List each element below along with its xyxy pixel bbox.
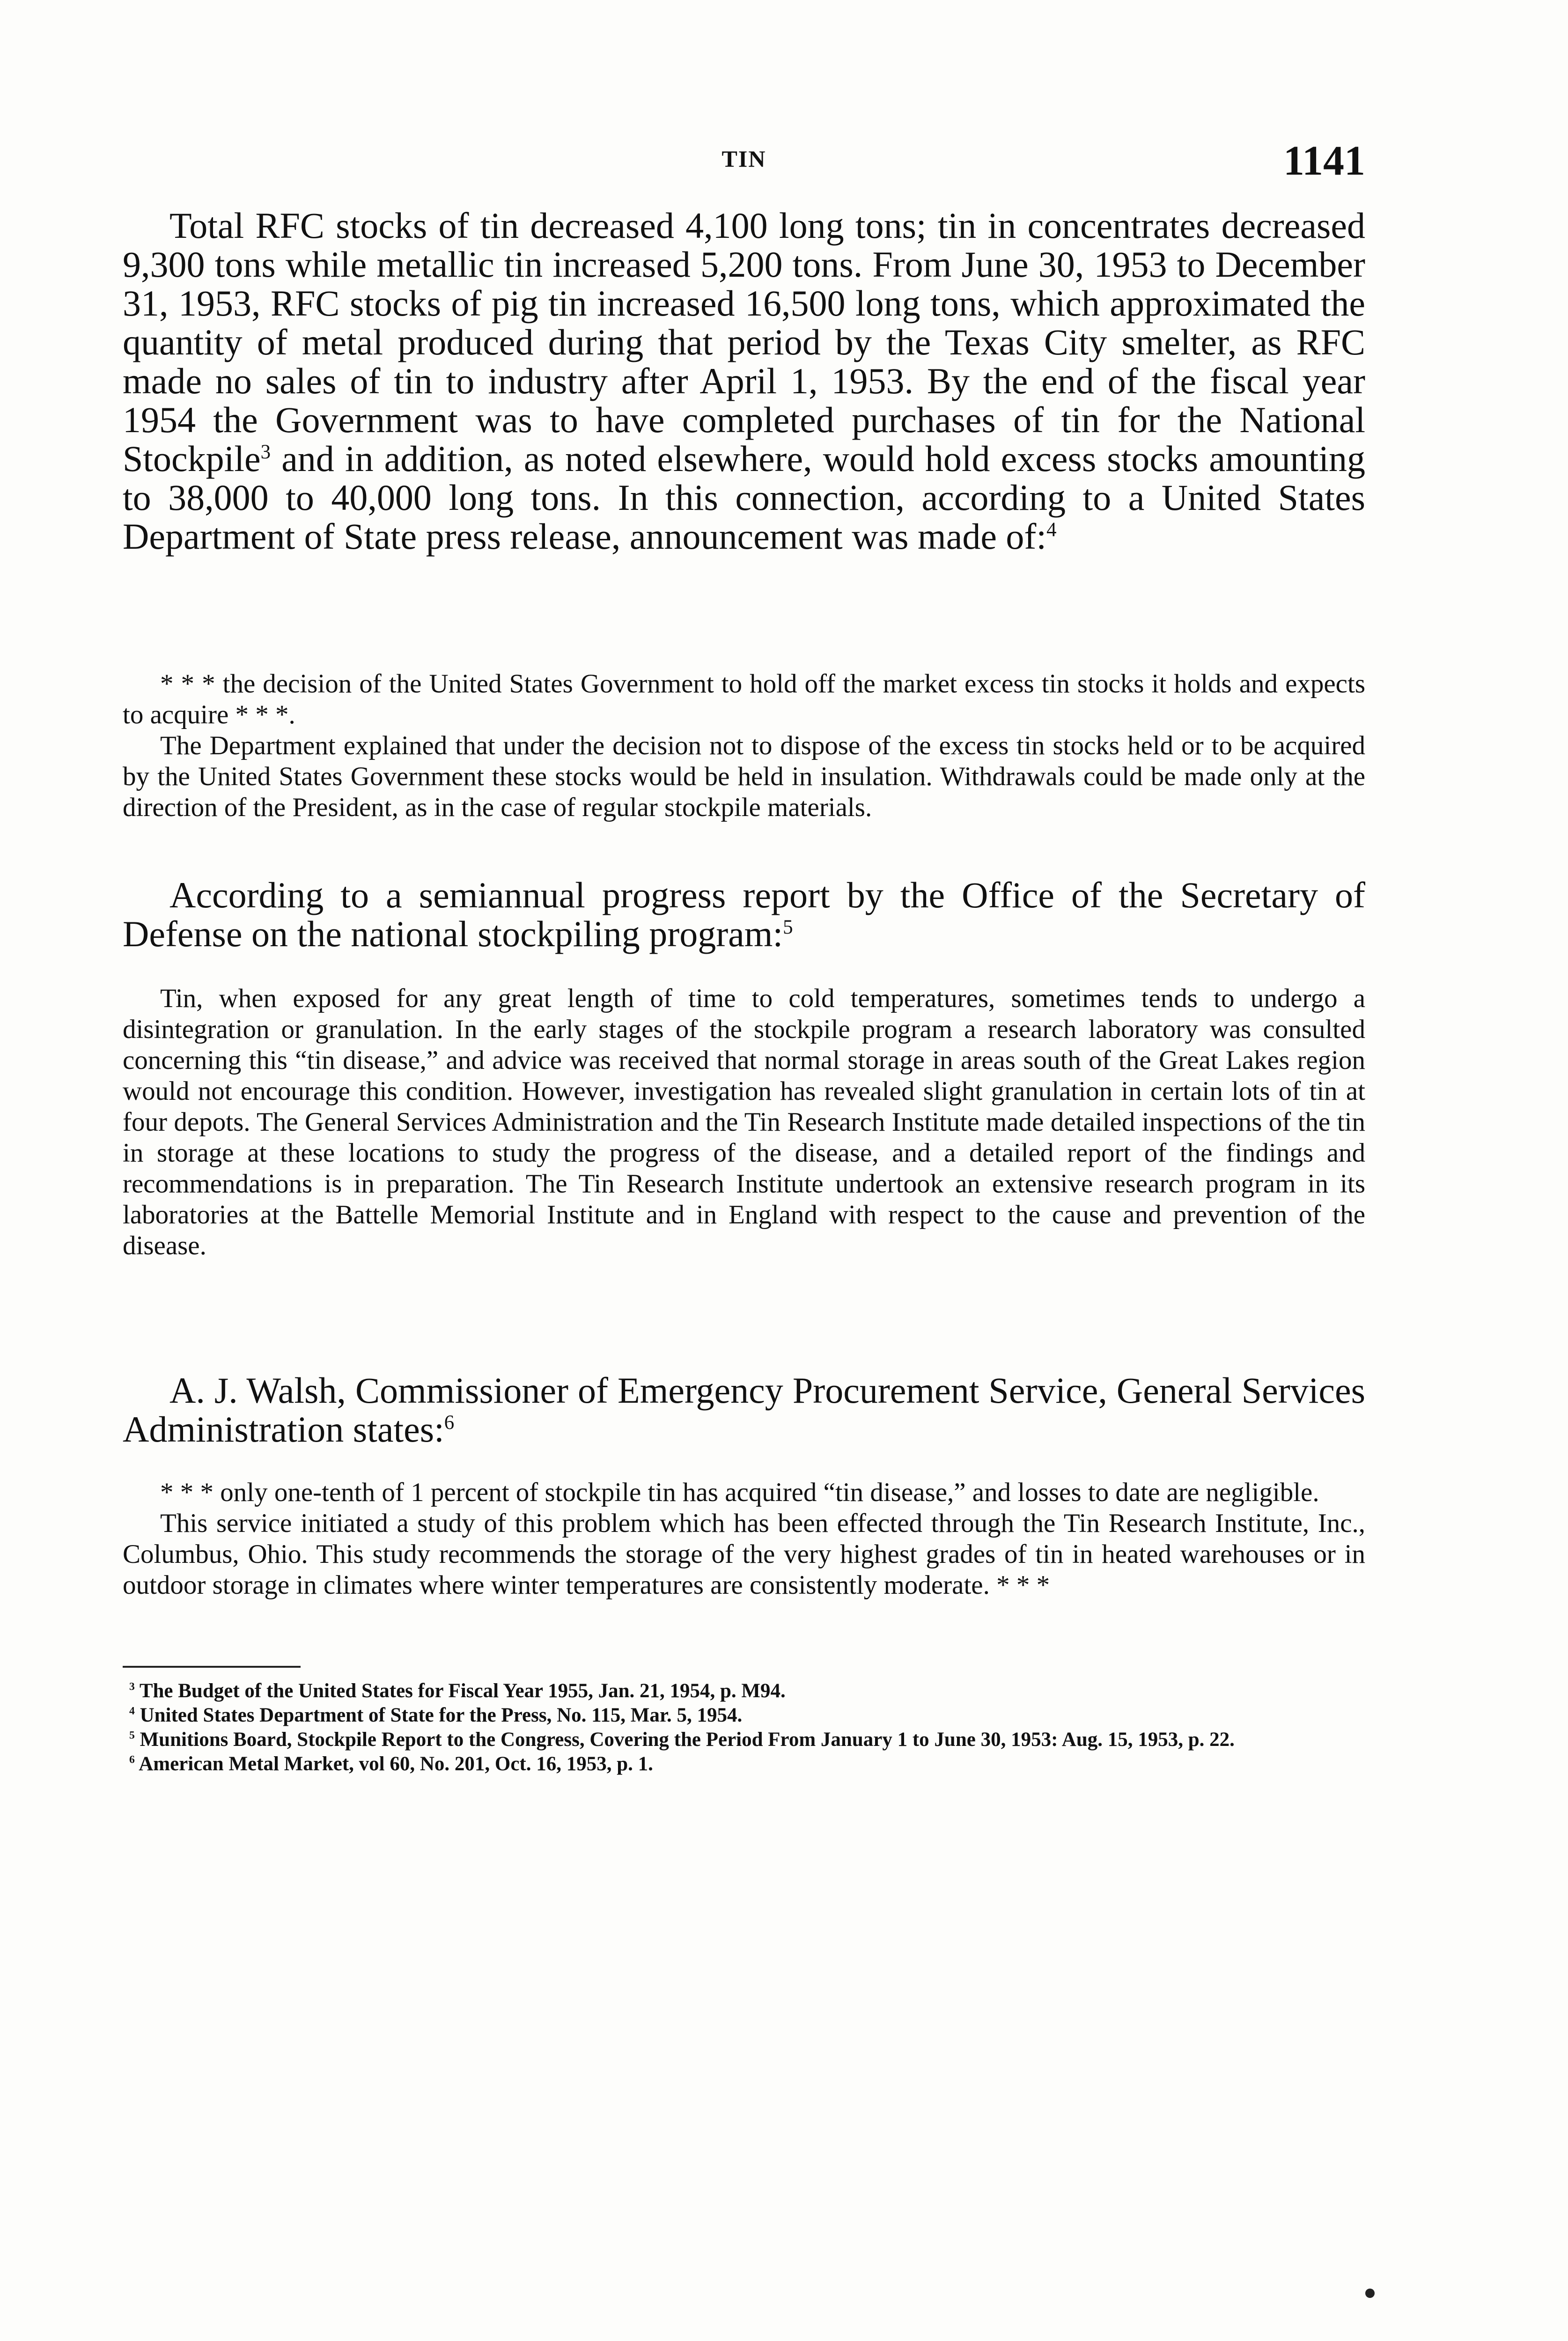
quote-line: * * * the decision of the United States Government to hold off the market excess tin stocks it holds and expects to acquire * * *. [123,669,1365,729]
footnote-divider [123,1666,301,1668]
footnote-6 [123,1752,1365,1776]
footnote-4 [123,1703,1365,1728]
blockquote-gsa [123,1477,1365,1601]
paragraph-text: Total RFC stocks of tin decreased 4,100 long tons; tin in concentrates decreased 9,300 tons while metallic tin increased 5,200 tons. From June 30, 1953 to December 31, 1953, RFC stocks of pig tin increased 16,500 long tons, which approximated the quantity of metal produced during that period by the Texas City smelter, as RFC made no sales of tin to industry after April 1, 1953. By the end of the fiscal year 1954 the Government was to have completed purchases of tin for the National Stockpile [123,205,1365,479]
footnote-ref-5: 5 [783,916,793,938]
page-number: 1141 [1283,138,1365,184]
footnotes [123,1679,1365,1776]
paragraph-semiannual-report [123,876,1365,953]
scan-speck [1365,2289,1375,2298]
footnote-5 [123,1728,1365,1752]
blockquote-tin-disease [123,983,1365,1261]
paragraph-text-cont: and in addition, as noted elsewhere, would hold excess stocks amounting to 38,000 to 40,000 long tons. In this connection, according to a United States Department of State press release, announcement was made of: [123,438,1365,557]
footnote-ref-6: 6 [444,1412,455,1434]
blockquote-state-department [123,669,1365,823]
paragraph-walsh [123,1371,1365,1449]
footnote-mark: 6 [129,1753,135,1766]
footnote-mark: 4 [129,1705,135,1717]
paragraph-text: According to a semiannual progress report by the Office of the Secretary of Defense on the national stockpiling program: [123,875,1365,954]
quote-line: This service initiated a study of this problem which has been effected through the Tin Research Institute, Inc., Columbus, Ohio. This study recommends the storage of the very highest grades of tin in heated warehouses or in outdoor storage in climates where winter temperatures are consistently moderate. * * * [123,1509,1365,1600]
quote-line: * * * only one-tenth of 1 percent of stockpile tin has acquired “tin disease,” and losses to date are negligible. [160,1478,1319,1507]
footnote-3 [123,1679,1365,1703]
paragraph-rfc-stocks [123,206,1365,556]
paragraph-text: A. J. Walsh, Commissioner of Emergency Procurement Service, General Services Administration states: [123,1370,1365,1450]
footnote-mark: 3 [129,1680,135,1693]
footnote-text: United States Department of State for the Press, No. 115, Mar. 5, 1954. [140,1704,743,1726]
quote-line: The Department explained that under the decision not to dispose of the excess tin stocks held or to be acquired by the United States Government these stocks would be held in insulation. Withdrawals could be made only at the direction of the President, as in the case of regular stockpile materials. [123,731,1365,822]
footnote-mark: 5 [129,1729,135,1742]
footnote-ref-4: 4 [1046,519,1057,541]
footnote-ref-3: 3 [260,441,271,463]
running-header [123,137,1365,184]
footnote-text: Munitions Board, Stockpile Report to the Congress, Covering the Period From January 1 to June 30, 1953: Aug. 15, 1953, p. 22. [140,1729,1235,1751]
quote-line: Tin, when exposed for any great length of time to cold temperatures, sometimes tends to undergo a disintegration or granulation. In the early stages of the stockpile program a research laboratory was consulted concerning this “tin disease,” and advice was received that normal storage in areas south of the Great Lakes region would not encourage this condition. However, investigation has revealed slight granulation in certain lots of tin at four depots. The General Services Administration and the Tin Research Institute made detailed inspections of the tin in storage at these locations to study the progress of the disease, and a detailed report of the findings and recommendations is in preparation. The Tin Research Institute undertook an extensive research program in its laboratories at the Battelle Memorial Institute and in England with respect to the cause and prevention of the disease. [123,984,1365,1260]
footnote-text: The Budget of the United States for Fiscal Year 1955, Jan. 21, 1954, p. M94. [139,1680,786,1702]
running-title: TIN [721,146,766,172]
footnote-text: American Metal Market, vol 60, No. 201, Oct. 16, 1953, p. 1. [139,1753,653,1775]
